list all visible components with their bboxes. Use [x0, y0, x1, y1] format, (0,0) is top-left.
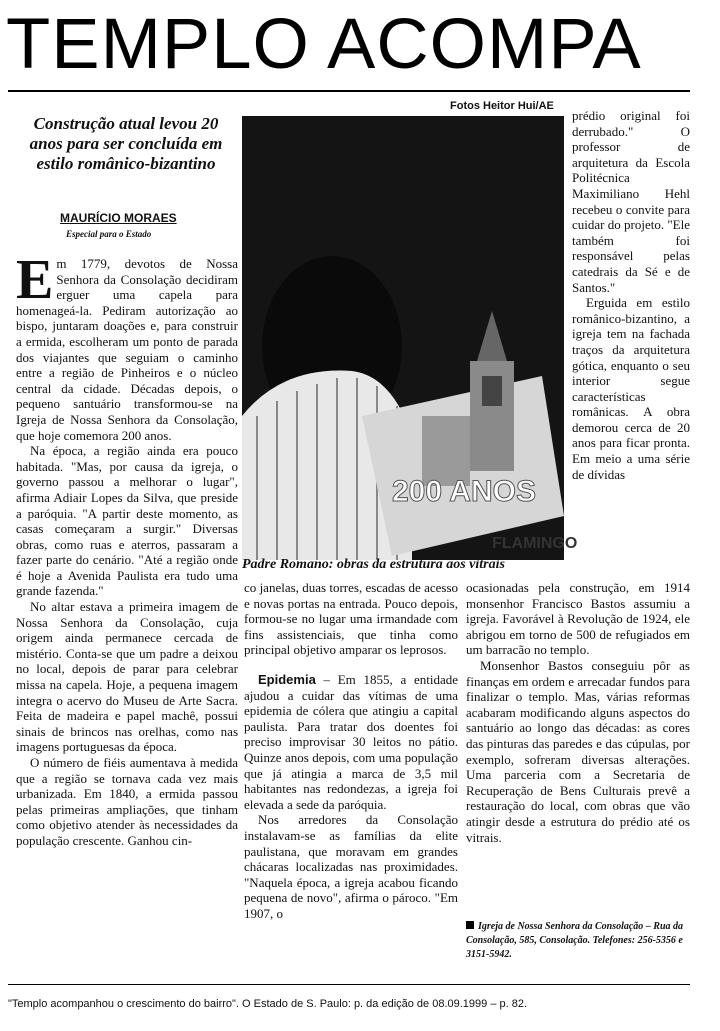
- paragraph: co janelas, duas torres, escadas de acesso e novas portas na entrada. Pouco depois, formou-se no lugar uma irmandade com fins assistenciais, que tinha como principal objetivo amparar os leprosos.: [244, 580, 458, 658]
- subhead-epidemia: Epidemia: [258, 671, 316, 687]
- paragraph-text: – Em 1855, a entidade ajudou a cuidar das vítimas de uma epidemia de cólera que atingiu a capital paulista. Para tratar dos doentes foi preciso improvisar 30 leitos no pátio. Quinze anos depois, com uma população que já atingia a marca de 3,5 mil habitantes nas redondezas, a igreja foi elevada a sede da paróquia.: [244, 671, 458, 812]
- paragraph: Erguida em estilo românico-bizantino, a igreja tem na fachada traços da arquitetura gótica, enquanto o seu interior segue características românicas. A obra demorou cerca de 20 anos para ficar pronta. Em meio a uma série de dívidas: [572, 295, 690, 482]
- paragraph: [244, 672, 458, 812]
- article-deck: Construção atual levou 20 anos para ser concluída em estilo românico-bizantino: [29, 114, 223, 173]
- paragraph: [16, 249, 238, 443]
- paragraph: Monsenhor Bastos conseguiu pôr as finanças em ordem e arrecadar fundos para finalizar o templo. Mas, várias reformas acabaram modificando alguns aspectos do santuário ao longo das décadas: as cores das pinturas das paredes e das cúpulas, por exemplo, sofreram diversas alterações. Uma parceria com a Secretaria de Recuperação de Bens Culturais prevê a restauração do local, com obras que vão atingir desde a estrutura do prédio até os vitrais.: [466, 657, 690, 845]
- photo-caption: Padre Romano: obras da estrutura aos vitrais: [242, 557, 505, 572]
- column-2: [244, 580, 458, 921]
- byline: MAURÍCIO MORAES: [60, 211, 177, 225]
- paragraph: Na época, a região ainda era pouco habitada. "Mas, por causa da igreja, o governo passou a melhorar o lugar", afirma Adiair Lopes da Silva, que preside a paróquia. "A partir deste momento, as casas começaram a surgir." Diversas obras, como ruas e aterros, passaram a fazer parte do cenário. "Até a região onde é hoje a Avenida Paulista era tudo uma grande fazenda.": [16, 443, 238, 599]
- citation-footer: "Templo acompanhou o crescimento do bairro". O Estado de S. Paulo: p. da edição de 08.09.1999 – p. 82.: [8, 998, 528, 1010]
- photo-credit: Fotos Heitor Hui/AE: [450, 100, 554, 112]
- photo-padre-romano: [242, 116, 578, 560]
- paragraph: No altar estava a primeira imagem de Nossa Senhora da Consolação, cuja origem ainda permanece cercada de mistério. Conta-se que um padre a deixou no local, depois de parar para celebrar missa na capela. Hoje, a pequena imagem integra o acervo do Museu de Arte Sacra. Feita de madeira e papel machê, possui sinais de brincos nas orelhas, como nas imagens portuguesas da época.: [16, 599, 238, 755]
- headline-rule: [8, 90, 690, 92]
- headline: TEMPLO ACOMPA: [6, 5, 642, 84]
- column-3-lower: [466, 580, 690, 845]
- drop-cap: E: [16, 249, 54, 311]
- photo-illustration: [242, 116, 578, 560]
- paragraph: ocasionadas pela construção, em 1914 monsenhor Francisco Bastos assumiu a igreja. Favorável à Revolução de 1924, ele abrigou em torno de 500 de refugiados em um barracão no templo.: [466, 580, 690, 658]
- square-bullet-icon: [466, 921, 474, 929]
- column-3-upper: [572, 108, 690, 482]
- byline-role: Especial para o Estado: [66, 229, 152, 239]
- paragraph: Nos arredores da Consolação instalavam-se as famílias da elite paulistana, que moravam em grandes chácaras localizadas nas proximidades. "Naquela época, a igreja acabou ficando pequena de novo", afirma o pároco. "Em 1907, o: [244, 812, 458, 921]
- infobox-text: Igreja de Nossa Senhora da Consolação – Rua da Consolação, 585, Consolação. Telefones: 256-5356 e 3151-5942.: [466, 921, 684, 960]
- column-1: [16, 249, 238, 849]
- photo-poster-text: 200 ANOS: [392, 475, 536, 508]
- photo-brand-text: FLAMINGO: [492, 535, 578, 552]
- paragraph-text: m 1779, devotos de Nossa Senhora da Consolação decidiram erguer uma capela para homenageá-la. Pediram autorização ao bispo, juntaram doações e, para construir a ermida, escolheram um ponto de parada dos viajantes que seguiam o caminho entre a região de Pinheiros e o núcleo central da cidade. Décadas depois, o pequeno santuário transformou-se na Igreja de Nossa Senhora da Consolação, que hoje comemora 200 anos.: [16, 256, 238, 443]
- paragraph: prédio original foi derrubado." O professor de arquitetura da Escola Politécnica Maximiliano Hehl recebeu o convite para cuidar do projeto. "Ele também foi responsável pelas catedrais da Sé e de Santos.": [572, 108, 690, 295]
- paragraph: O número de fiéis aumentava à medida que a região se tornava cada vez mais urbanizada. Em 1840, a ermida passou pelas primeiras ampliações, que tinham como objetivo atender às necessidades da população crescente. Ganhou cin-: [16, 755, 238, 848]
- footer-rule: [8, 984, 690, 985]
- address-infobox: [466, 920, 690, 962]
